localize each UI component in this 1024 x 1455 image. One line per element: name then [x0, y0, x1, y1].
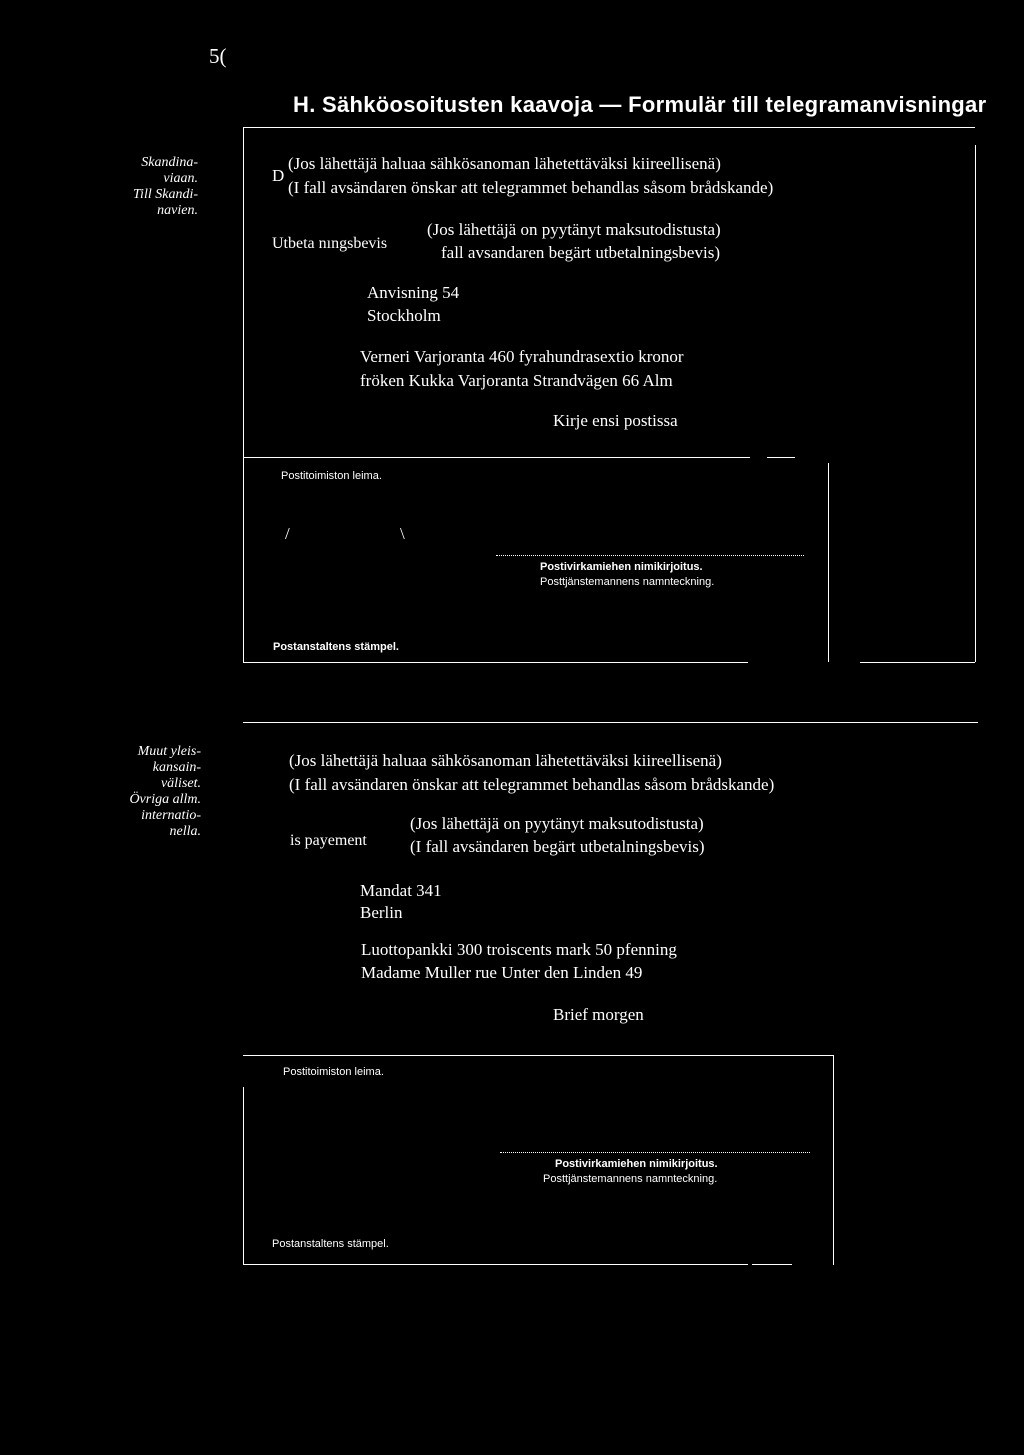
- margin-note-line: navien.: [157, 203, 198, 218]
- section2-receipt-line2: (I fall avsändaren begärt utbetalningsbevis): [410, 837, 705, 856]
- section1-note: Kirje ensi postissa: [553, 411, 678, 430]
- section1-payee-line1: Verneri Varjoranta 460 fyrahundrasextio kronor: [360, 347, 684, 366]
- section1-prefix: D: [272, 166, 285, 185]
- section1-sig-sv: Posttjänstemannens namnteckning.: [540, 576, 715, 588]
- section2-top-rule: [243, 722, 978, 723]
- section2-signature-line: [500, 1152, 810, 1153]
- section2-bottom-rule: [243, 1264, 748, 1265]
- section1-slash-right: \: [400, 524, 405, 543]
- section1-receipt-line1: (Jos lähettäjä on pyytänyt maksutodistusta): [427, 220, 721, 239]
- section2-city: Berlin: [360, 903, 403, 922]
- section2-line2: (I fall avsändaren önskar att telegrammet behandlas såsom brådskande): [289, 775, 775, 794]
- section1-bottom-rule-right: [860, 662, 975, 663]
- section2-mandat: Mandat 341: [360, 881, 442, 900]
- page-heading: H. Sähköosoitusten kaavoja — Formulär till telegramanvisningar: [293, 92, 987, 117]
- section2-bottom-rule-right: [752, 1264, 792, 1265]
- section1-receipt-label: Utbeta nıngsbevis: [272, 235, 388, 252]
- margin-note-line: internatio-: [141, 808, 201, 823]
- section1-line2: (I fall avsändaren önskar att telegrammet behandlas såsom brådskande): [288, 178, 774, 197]
- section1-line1: (Jos lähettäjä haluaa sähkösanoman lähetettäväksi kiireellisenä): [288, 154, 721, 173]
- section2-payee-line1: Luottopankki 300 troiscents mark 50 pfenning: [361, 940, 677, 959]
- section1-right-border: [975, 145, 976, 662]
- section1-left-border: [243, 127, 244, 662]
- section2-receipt-line1: (Jos lähettäjä on pyytänyt maksutodistusta): [410, 814, 704, 833]
- section1-anvisning: Anvisning 54: [367, 283, 460, 302]
- section1-bottom-rule: [243, 662, 748, 663]
- section1-stamp-sv: Postanstaltens stämpel.: [273, 641, 399, 653]
- section2-line1: (Jos lähettäjä haluaa sähkösanoman lähetettäväksi kiireellisenä): [289, 751, 722, 770]
- section2-left-border: [243, 1087, 244, 1265]
- section2-stamp-fi: Postitoimiston leima.: [283, 1066, 384, 1078]
- section2-margin-note: [118, 744, 201, 840]
- section1-stamp-rule-dash: [767, 457, 795, 458]
- section1-top-rule: [243, 127, 975, 128]
- margin-note-line: kansain-: [152, 760, 201, 775]
- section1-payee-line2: fröken Kukka Varjoranta Strandvägen 66 Alm: [360, 371, 673, 390]
- section2-stamp-sv: Postanstaltens stämpel.: [272, 1238, 389, 1250]
- margin-note-line: Till Skandi-: [133, 187, 198, 202]
- margin-note-line: Skandina-: [141, 155, 198, 170]
- section1-signature-line: [496, 555, 804, 556]
- section2-sig-sv: Posttjänstemannens namnteckning.: [543, 1173, 718, 1185]
- section2-payee-line2: Madame Muller rue Unter den Linden 49: [361, 963, 643, 982]
- section1-sig-fi: Postivirkamiehen nimikirjoitus.: [540, 561, 703, 573]
- section2-note: Brief morgen: [553, 1005, 644, 1024]
- section1-city: Stockholm: [367, 306, 441, 325]
- section2-receipt-label: is payement: [290, 832, 367, 849]
- margin-note-line: väliset.: [160, 776, 201, 791]
- section2-inner-border: [833, 1055, 834, 1265]
- margin-note-line: Övriga allm.: [129, 792, 201, 807]
- section1-inner-border: [828, 463, 829, 662]
- margin-note-line: nella.: [169, 824, 201, 839]
- section1-stamp-rule: [243, 457, 750, 458]
- section2-sig-fi: Postivirkamiehen nimikirjoitus.: [555, 1158, 718, 1170]
- page-number: 5(: [209, 44, 227, 68]
- section1-margin-note: [118, 155, 198, 219]
- section1-receipt-line2: fall avsandaren begärt utbetalningsbevis): [441, 243, 720, 262]
- section1-slash-left: /: [285, 524, 290, 543]
- margin-note-line: Muut yleis-: [137, 744, 201, 759]
- section1-stamp-fi: Postitoimiston leima.: [281, 470, 382, 482]
- margin-note-line: viaan.: [163, 171, 198, 186]
- section2-stamp-rule: [243, 1055, 833, 1056]
